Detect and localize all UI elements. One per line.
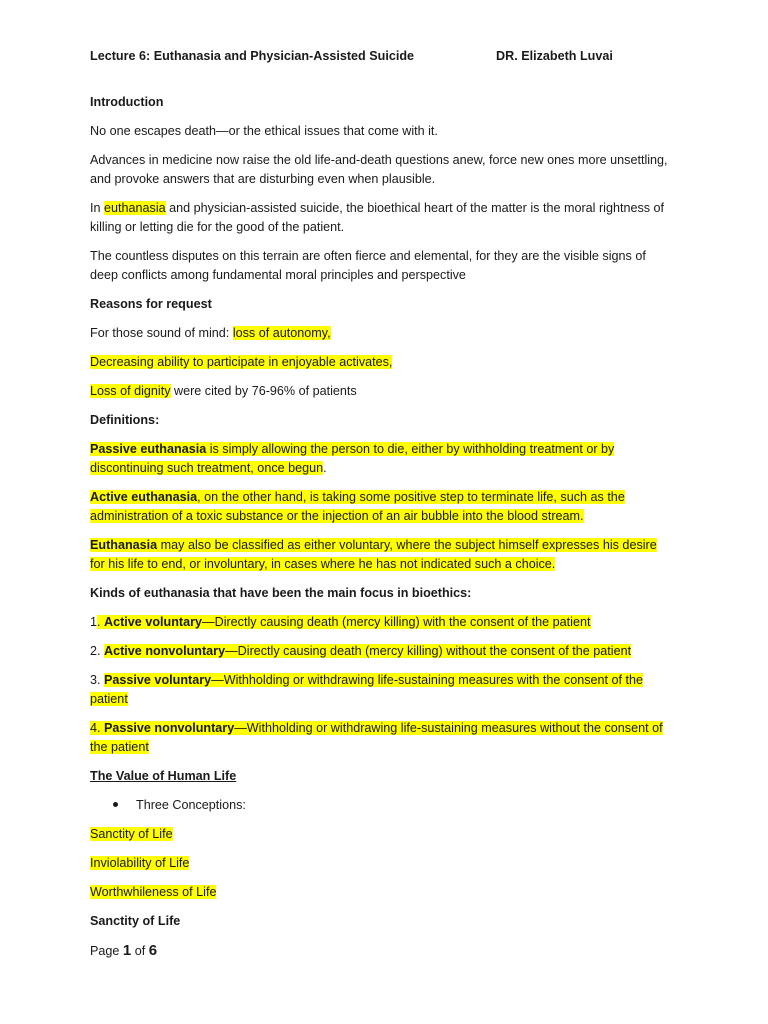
highlighted-reason-autonomy: loss of autonomy, xyxy=(232,326,331,340)
text-run: , on the other hand, is taking some positive step to terminate life, such as the xyxy=(197,490,625,504)
term-active-euthanasia: Active euthanasia xyxy=(90,490,198,504)
text-run: may also be classified as either voluntary, where the subject himself expresses his desire xyxy=(157,538,657,552)
text-run: —Directly causing death (mercy killing) without the consent of the patient xyxy=(225,644,632,658)
text-run: . xyxy=(323,461,327,475)
bullet-text: Three Conceptions: xyxy=(136,798,246,812)
definition-passive-line-1 xyxy=(90,440,614,459)
term-passive-euthanasia: Passive euthanasia xyxy=(90,442,207,456)
section-heading-value-of-life: The Value of Human Life xyxy=(90,769,237,783)
text-run: —Withholding or withdrawing life-sustaining measures with the consent of the xyxy=(211,673,644,687)
highlighted-reason-dignity: Loss of dignity xyxy=(90,384,171,398)
bullet-item xyxy=(113,796,246,815)
kind-3-line-1 xyxy=(90,671,643,690)
intro-paragraph-2-line-2: and provoke answers that are disturbing even when plausible. xyxy=(90,172,436,186)
total-pages: 6 xyxy=(148,942,158,959)
conception-3 xyxy=(90,883,216,902)
current-page: 1 xyxy=(122,942,132,959)
bullet-icon xyxy=(113,802,118,807)
text-run: —Directly causing death (mercy killing) with the consent of the patient xyxy=(202,615,591,629)
text-run: were cited by 76-96% of patients xyxy=(170,384,357,398)
kind-2 xyxy=(90,642,631,661)
highlight-run xyxy=(90,442,614,456)
text-run: and physician-assisted suicide, the bioethical heart of the matter is the moral rightness of xyxy=(165,201,665,215)
definition-euthanasia-line-2 xyxy=(90,555,555,574)
definition-euthanasia-line-1 xyxy=(90,536,657,555)
text-run: —Withholding or withdrawing life-sustaining measures without the consent of xyxy=(234,721,663,735)
section-heading-introduction: Introduction xyxy=(90,95,164,109)
highlight-run: administration of a toxic substance or the injection of an air bubble into the blood stream. xyxy=(90,509,584,523)
highlight-run xyxy=(97,615,590,629)
definition-passive-line-2 xyxy=(90,459,327,478)
text-run: For those sound of mind: xyxy=(90,326,233,340)
section-heading-sanctity: Sanctity of Life xyxy=(90,914,181,928)
of-label: of xyxy=(131,944,149,958)
conception-2 xyxy=(90,854,189,873)
highlighted-term-euthanasia: euthanasia xyxy=(104,201,166,215)
lecture-title: Lecture 6: Euthanasia and Physician-Assisted Suicide xyxy=(90,49,415,63)
kind-1 xyxy=(90,613,591,632)
intro-paragraph-2-line-1: Advances in medicine now raise the old life-and-death questions anew, force new ones more unsettling, xyxy=(90,153,668,167)
highlight-run: discontinuing such treatment, once begun xyxy=(90,461,324,475)
intro-paragraph-4-line-2: deep conflicts among fundamental moral principles and perspective xyxy=(90,268,466,282)
kind-3-line-2 xyxy=(90,690,128,709)
list-number: 3. xyxy=(90,673,105,687)
highlight-run: for his life to end, or involuntary, in cases where he has not indicated such a choice. xyxy=(90,557,556,571)
highlighted-reason-ability: Decreasing ability to participate in enjoyable activates, xyxy=(90,355,393,369)
highlight-run xyxy=(104,673,643,687)
author-name: DR. Elizabeth Luvai xyxy=(496,49,613,63)
list-number: 2. xyxy=(90,644,105,658)
intro-paragraph-3-line-1 xyxy=(90,199,664,218)
highlight-run: Sanctity of Life xyxy=(90,827,173,841)
term-active-voluntary: Active voluntary xyxy=(104,615,202,629)
term-passive-nonvoluntary: Passive nonvoluntary xyxy=(104,721,235,735)
text-run: In xyxy=(90,201,105,215)
highlight-run: the patient xyxy=(90,740,149,754)
kind-4-line-1 xyxy=(90,719,663,738)
highlight-run: Inviolability of Life xyxy=(90,856,190,870)
reason-line-2 xyxy=(90,353,392,372)
conception-1 xyxy=(90,825,173,844)
definition-active-line-1 xyxy=(90,488,625,507)
list-number: 4. xyxy=(90,721,105,735)
page-number xyxy=(90,941,157,961)
list-number: 1 xyxy=(90,615,98,629)
text-run: is simply allowing the person to die, either by withholding treatment or by xyxy=(206,442,615,456)
highlight-run xyxy=(90,721,663,735)
term-active-nonvoluntary: Active nonvoluntary xyxy=(104,644,226,658)
term-euthanasia: Euthanasia xyxy=(90,538,158,552)
highlight-run xyxy=(90,538,657,552)
intro-paragraph-4-line-1: The countless disputes on this terrain are often fierce and elemental, for they are the visible signs of xyxy=(90,249,646,263)
text-run: . xyxy=(97,615,105,629)
reason-line-1 xyxy=(90,324,331,343)
highlight-run xyxy=(90,490,625,504)
highlight-run xyxy=(104,644,631,658)
section-heading-kinds: Kinds of euthanasia that have been the main focus in bioethics: xyxy=(90,586,472,600)
highlight-run: patient xyxy=(90,692,128,706)
definition-active-line-2 xyxy=(90,507,584,526)
term-passive-voluntary: Passive voluntary xyxy=(104,673,212,687)
section-heading-definitions: Definitions: xyxy=(90,413,160,427)
kind-4-line-2 xyxy=(90,738,149,757)
intro-paragraph-1: No one escapes death—or the ethical issues that come with it. xyxy=(90,124,438,138)
reason-line-3 xyxy=(90,382,357,401)
intro-paragraph-3-line-2: killing or letting die for the good of the patient. xyxy=(90,220,345,234)
highlight-run: Worthwhileness of Life xyxy=(90,885,217,899)
section-heading-reasons: Reasons for request xyxy=(90,297,212,311)
page-label: Page xyxy=(90,944,123,958)
